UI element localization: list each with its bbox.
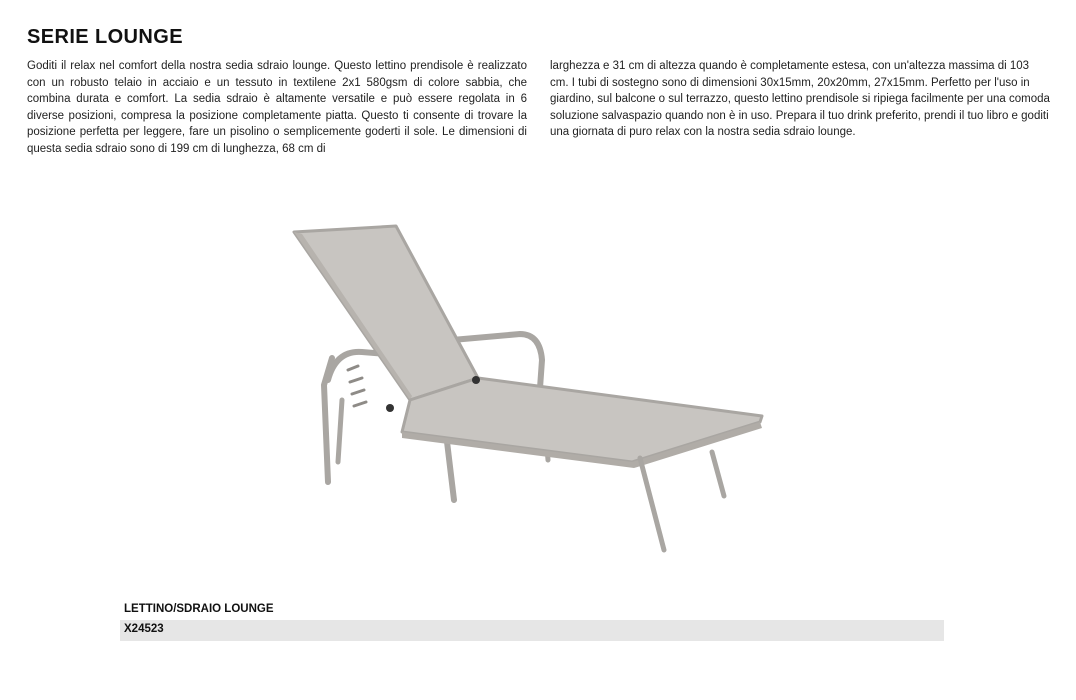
chair-recline-rack [348, 366, 366, 406]
page-title: SERIE LOUNGE [27, 26, 183, 48]
chair-seat-fabric [402, 378, 762, 462]
description-right: larghezza e 31 cm di altezza quando è completamente estesa, con un'altezza massima di 103 cm. I tubi di sostegno sono di dimensioni 30x15mm, 20x20mm, 27x15mm. Perfetto per l'uso in giardino, sul balcone o sul terrazzo, questo lettino prendisole si ripiega facilmente per una comoda soluzione salvaspazio quando non è in uso. Prepara il tuo drink preferito, prendi il tuo libro e goditi una giornata di puro relax con la nostra sedia sdraio lounge. [550, 60, 1050, 139]
product-photo [272, 200, 784, 568]
chair-frame-front-leg-b [712, 452, 724, 496]
chair-hinge-knob-left [386, 404, 394, 412]
product-code: X24523 [124, 623, 164, 635]
chair-frame-rear-leg [338, 400, 342, 462]
lounger-illustration [272, 200, 784, 568]
product-code-bar [120, 620, 944, 641]
chair-backrest-fabric [294, 226, 478, 400]
chair-hinge-knob-right [472, 376, 480, 384]
description-left: Goditi il relax nel comfort della nostra sedia sdraio lounge. Questo lettino prendisole è realizzato con un robusto telaio in acciaio e un tessuto in textilene 2x1 580gsm di colore sabbia, che combina durata e comfort. La sedia sdraio è altamente versatile e può essere regolata in 6 diverse posizioni, compresa la posizione completamente piatta. Questo ti consente di trovare la posizione perfetta per leggere, fare un pisolino o semplicemente goderti il sole. Le dimensioni di questa sedia sdraio sono di 199 cm di lunghezza, 68 cm di [27, 60, 527, 155]
product-name: LETTINO/SDRAIO LOUNGE [124, 603, 274, 615]
chair-frame-front-leg-a [640, 458, 664, 550]
